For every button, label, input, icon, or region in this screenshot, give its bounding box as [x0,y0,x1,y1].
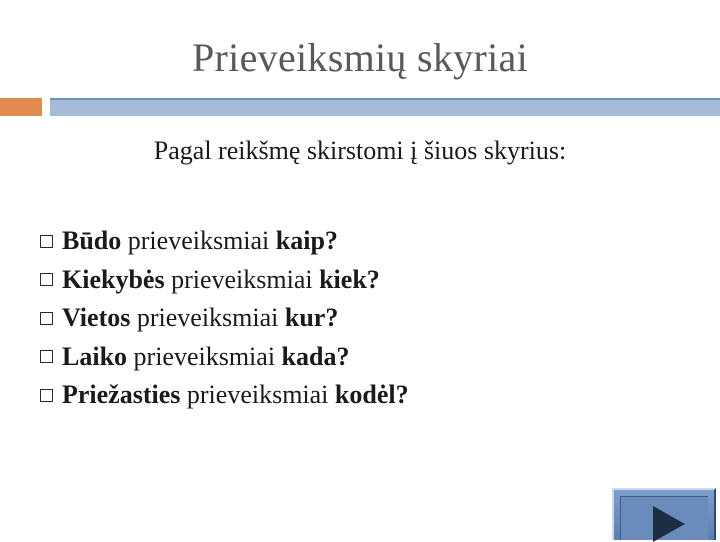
bullet-list [40,222,409,415]
bullet-bold-end: kaip? [275,226,338,255]
bullet-text: prieveiksmiai [121,226,276,255]
play-icon [653,506,685,542]
bullet-text: prieveiksmiai [164,264,320,294]
accent-bar-orange [0,98,42,116]
accent-bar-blue [50,98,720,116]
square-bullet-icon [40,389,53,402]
bullet-bold-start: Būdo [62,226,122,255]
bullet-text: prieveiksmiai [130,303,285,332]
bullet-bold-end: kiek? [319,264,380,294]
list-item [40,376,409,415]
slide-title: Prieveiksmių skyriai [192,35,528,80]
slide-subtitle: Pagal reikšmę skirstomi į šiuos skyrius: [153,136,567,165]
square-bullet-icon [40,273,53,286]
square-bullet-icon [40,312,53,325]
accent-line-blue [50,98,720,100]
bullet-text: prieveiksmiai [127,341,282,371]
square-bullet-icon [40,235,53,248]
bullet-text: prieveiksmiai [180,380,335,409]
bullet-bold-end: kodėl? [334,380,409,409]
list-item [40,261,409,300]
button-face [620,496,708,540]
bullet-bold-end: kur? [284,303,339,332]
next-slide-button[interactable] [612,488,716,540]
list-item [40,222,409,261]
bullet-bold-start: Vietos [62,303,131,332]
bullet-bold-start: Priežasties [62,380,181,409]
bullet-bold-start: Laiko [62,341,128,371]
square-bullet-icon [40,350,53,363]
bullet-bold-start: Kiekybės [62,264,165,294]
bullet-bold-end: kada? [281,341,350,371]
list-item [40,338,409,377]
list-item [40,299,409,338]
